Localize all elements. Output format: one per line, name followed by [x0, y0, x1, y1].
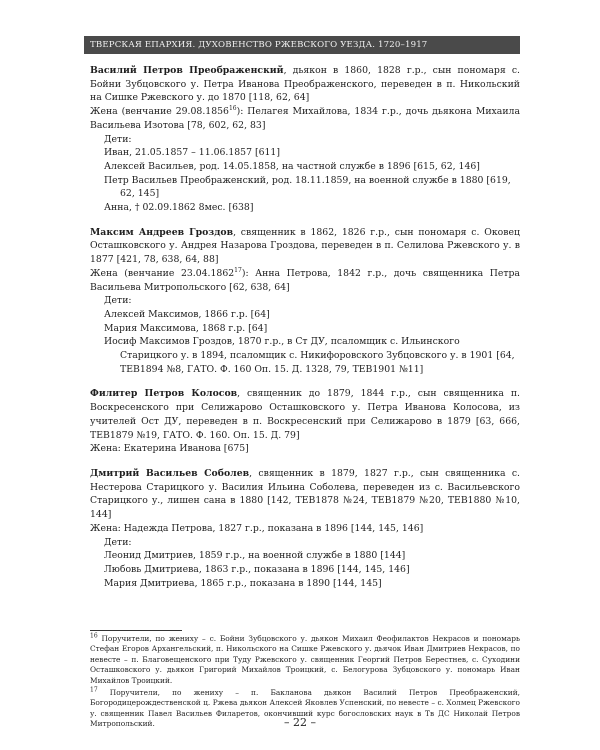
child-item: Леонид Дмитриев, 1859 г.р., на военной службе в 1880 [144]: [104, 550, 406, 562]
entry-text: , священник в 1862, 1826 г.р., сын пономаря с. Оковец Осташковского у. Андрея Назарова Гроздова, переведен в п. Селилова Ржевского у. в 1877 [421, 78, 638, 64, 88]: [90, 226, 520, 266]
clergy-entry: [90, 64, 520, 215]
clergy-entry: [90, 467, 520, 590]
clergy-entry: [90, 387, 520, 456]
entry-text: , священник в 1879, 1827 г.р., сын священника с. Нестерова Старицкого у. Василия Ильина Соболева, переведен из с. Васильевского Старицкого у., лишен сана в 1880 [142, ТЕВ1878 №24, ТЕВ1879 №20, ТЕВ1880 №10, 144]: [90, 467, 520, 521]
person-name: Дмитрий Васильев Соболев: [90, 467, 250, 479]
footnote-ref[interactable]: 17: [234, 266, 242, 274]
page-number: – 22 –: [284, 716, 316, 729]
spouse-line: Жена: Надежда Петрова, 1827 г.р., показана в 1896 [144, 145, 146]: [90, 522, 424, 534]
footnote-mark: 17: [90, 686, 98, 694]
footnote: $^{16}$ Поручители, по жениху – с. Бойни Зубцовского у. дьякон Михаил Феофилактов Некрасов и пономарь Стефан Егоров Архангельский, п. Никольского на Сишке Ржевского у. дьячок Иван Дмитриев Некрасов, по невесте – п. Благовещенского при Туду Ржевского у. священник Георгий Петров Берестнев, с. Суходини Осташковского у. дьякон Григорий Михайлов Троицкий, с. Белогурова Зубцовского у. пономарь Иван Михайлов Троицкий.: [90, 632, 520, 685]
entry-text: , священник до 1879, 1844 г.р., сын священника п. Воскресенского при Селижарово Осташковского у. Петра Иванова Колосова, из учителей Ост ДУ, переведен в п. Воскресенский при Селижарово в 1879 [63, 666, ТЕВ1879 №19, ГАТО. Ф. 160. Оп. 15. Д. 79]: [90, 388, 520, 441]
child-item: Любовь Дмитриева, 1863 г.р., показана в 1896 [144, 145, 146]: [104, 563, 410, 575]
children-label: Дети:: [104, 295, 132, 307]
entry-text: , дьякон в 1860, 1828 г.р., сын пономаря с. Бойни Зубцовского у. Петра Иванова Преображенского, переведен в п. Никольский на Сишке Ржевского у. до 1870 [118, 62, 64]: [90, 65, 520, 104]
child-item: Алексей Максимов, 1866 г.р. [64]: [104, 308, 270, 320]
child-item: Мария Дмитриева, 1865 г.р., показана в 1890 [144, 145]: [104, 577, 382, 589]
entry-paragraph: [90, 226, 520, 267]
child-item: Алексей Васильев, род. 14.05.1858, на частной службе в 1896 [615, 62, 146]: [104, 160, 480, 172]
entry-paragraph: [90, 387, 520, 442]
main-content: [90, 64, 520, 601]
child-item: Мария Максимова, 1868 г.р. [64]: [104, 322, 268, 334]
spouse-line: Жена (венчание 23.04.1862$^{17}$): Анна Петрова, 1842 г.р., дочь священника Петра Васильева Митропольского [62, 638, 64]: [90, 266, 520, 293]
child-item: Иосиф Максимов Гроздов, 1870 г.р., в Ст ДУ, псаломщик с. Ильинского Старицкого у. в 1894, псаломщик с. Никифоровского Зубцовского у. в 1901 [64, ТЕВ1894 №8, ГАТО. Ф. 160 Оп. 15. Д. 1328, 79, ТЕВ1901 №11]: [104, 336, 515, 375]
footnote-ref[interactable]: 16: [228, 105, 237, 113]
footnote-divider: [90, 630, 182, 631]
child-item: Петр Васильев Преображенский, род. 18.11.1859, на военной службе в 1880 [619, 62, 145]: [104, 174, 511, 200]
person-name: Василий Петров Преображенский: [90, 65, 284, 76]
running-header: ТВЕРСКАЯ ЕПАРХИЯ. ДУХОВЕНСТВО РЖЕВСКОГО УЕЗДА. 1720–1917: [84, 36, 520, 54]
children-label: Дети:: [104, 133, 132, 145]
children-label: Дети:: [104, 536, 132, 548]
person-name: Филитер Петров Колосов: [90, 388, 238, 400]
child-item: Анна, † 02.09.1862 8мес. [638]: [104, 202, 254, 214]
child-item: Иван, 21.05.1857 – 11.06.1857 [611]: [104, 147, 280, 159]
footnote: $^{17}$ Поручители, по жениху – п. Бакланова дьякон Василий Петров Преображенский, Богородицерождественской ц. Ржева дьякон Алексей Яковлев Успенский, по невесте – с. Холмец Ржевского у. священник Павел Васильев Филаретов, окончивший курс богословских наук в Тв ДС Николай Петров Митропольский.: [90, 686, 520, 729]
spouse-line: Жена: Екатерина Иванова [675]: [90, 443, 249, 455]
clergy-entry: [90, 226, 520, 377]
entry-paragraph: [90, 64, 520, 105]
person-name: Максим Андреев Гроздов: [90, 226, 234, 238]
footnote-mark: 16: [90, 632, 98, 640]
entry-paragraph: [90, 467, 520, 522]
spouse-line: Жена (венчание 29.08.1856$^{16}$): Пелагея Михайлова, 1834 г.р., дочь дьякона Михаила Васильева Изотова [78, 602, 62, 83]: [90, 105, 520, 131]
